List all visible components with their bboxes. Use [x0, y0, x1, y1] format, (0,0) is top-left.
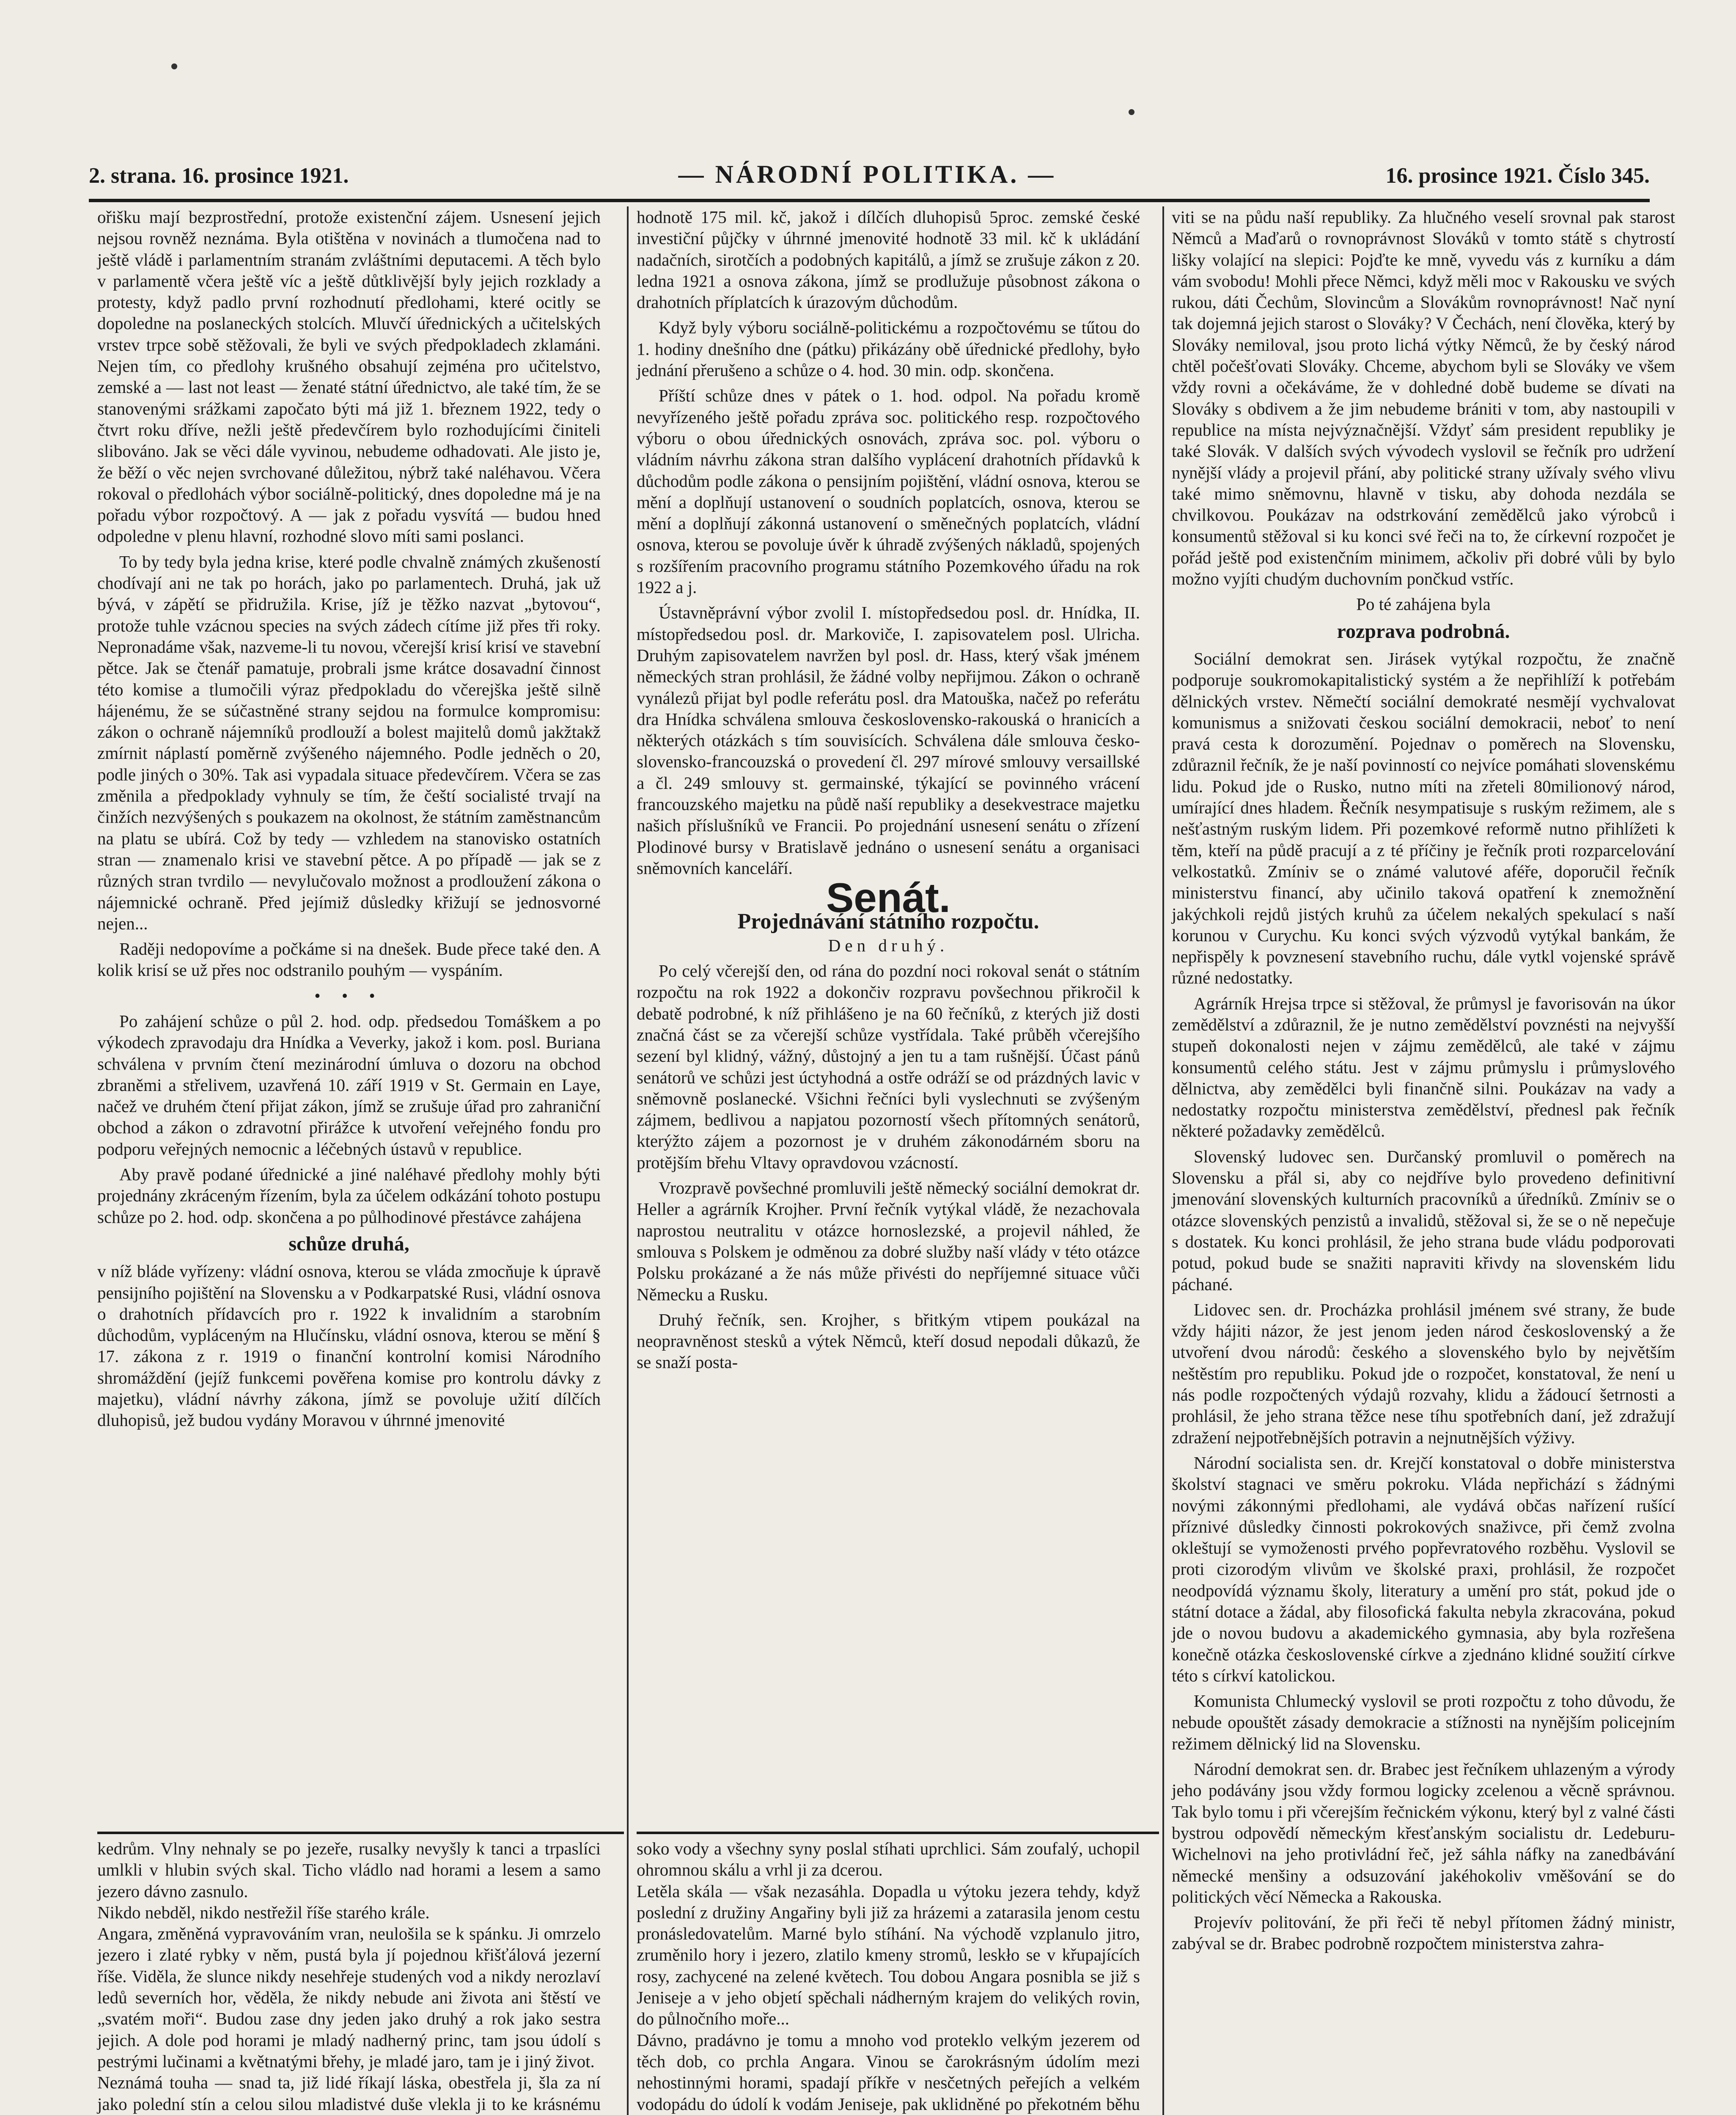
- col1-paragraph: v níž bláde vyřízeny: vládní osnova, kterou se vláda zmocňuje k úpravě pensijního pojištění na Slovensku a v Podkarpatské Rusi, vládní osnova o drahotních přídavcích pro r. 1922 k invalidním a starobním důchodům, vypláceným na Hlučínsku, vládní osnova, kterou se mění § 17. zákona z r. 1919 o finanční kontrolní komisi Národního shromáždění (jejíž funkcemi pověřena komise pro kontrolu dávky z majetku), vládní návrhy zákona, jímž se povoluje užití dílčích dluhopisů, jež budou vydány Moravou v úhrnné jmenovité: [97, 1261, 601, 1430]
- masthead: [89, 160, 1650, 198]
- col3-paragraph: Po té zahájena byla: [1356, 594, 1491, 614]
- col3-paragraph: Sociální demokrat sen. Jirásek vytýkal rozpočtu, že značně podporuje soukromokapitalistický systém a že nepřihlíží k potřebám dělnických vrstev. Němečtí sociální demokraté nesmějí vychvalovat komunismus a snižovati českou sociální demokracii, neboť to není pravá cesta k dorozumění. Pojednav o poměrech na Slovensku, zdůraznil řečník, že je naší povinností co nejvíce pomáhati slovenskému lidu. Pokud jde o Rusko, nutno míti na zřeteli 80milionový národ, umírající dnes hladem. Řečník nesympatisuje s ruským režimem, ale s nešťastným ruským lidem. Při pozemkové reformě nutno přihlížeti k těm, kteří na půdě pracují a z té příčiny je řečník proti rozparcelování velkostatků. Zmíniv se o známé valutové aféře, doporučil řečník ministerstvu financí, aby učinilo taková opatření k znemožnění jakýchkoli rejdů jistých kruhů za účelem nekalých spekulací s naší korunou v Curychu. Ku konci svých výzvodů vytýkal bankám, že nepřispěly k povznesení stavebního ruchu, dále vytkl vojenské správě různé nedostatky.: [1172, 648, 1675, 988]
- col2-paragraph: Vrozpravě povšechné promluvili ještě německý sociální demokrat dr. Heller a agrárník Krojher. První řečník vytýkal vládě, že nezachovala naprostou neutralitu v otázce hornoslezské, a projevil náhled, že smlouva s Polskem je odměnou za dobré služby naší vlády v této otázce Polsku prokázané a že nás může přivésti do nepříjemné situace vůči Německu a Rusku.: [637, 1178, 1140, 1304]
- col2-paragraph: Když byly výboru sociálně-politickému a rozpočtovému se tűtou do 1. hodiny dnešního dne (pátku) přikázány obě úřednické předlohy, było jednání přerušeno a schůze o 4. hod. 30 min. odp. skončena.: [637, 318, 1140, 380]
- col1-paragraph: Aby pravě podané úřednické a jiné naléhavé předlohy mohly býti projednány zkráceným řízením, byla za účelem odkázání tohoto postupu schůze po 2. hod. odp. skončena a po půlhodinové přestávce zahájena: [97, 1165, 601, 1227]
- section-separator: • • •: [314, 986, 384, 1005]
- feuilleton-column-2: [637, 1838, 1140, 2115]
- col3-paragraph: Komunista Chlumecký vyslovil se proti rozpočtu z toho důvodu, že nebude opouštět zásady demokracie a stížnosti na nynějším policejním režimem dělnický lid na Slovensku.: [1172, 1691, 1675, 1753]
- feuilleton-text: soko vody a všechny syny poslal stíhati uprchlici. Sám zoufalý, uchopil ohromnou skálu a vrhl ji za dcerou. Letěla skála — však nezasáhla. Dopadla u výtoku jezera tehdy, když poslední z družiny Angařiny byli již za hrázemi a zatarasila jenom cestu pronásledovatelům. Marné bylo stíhání. Na východě vzplanulo jitro, zruměnilo hory i jezero, zlatilo kmeny stromů, leskło se v křupajících rosy, zachycené na zelené květech. Tou dobou Angara posnibla se již s Jeniseje a v jeho objetí spěchali nádherným krajem do velikých rovin, do půlnočního moře... Dávno, pradávno je tomu a mnoho vod proteklo velkým jezerem od těch dob, co prchla Angara. Vinou se čarokrásným údolím mezi nehostinnými horami, spadají příkře v nesčetných peřejích a velkém vodopádu do údolí k vodám Jeniseje, pak uklidněné po překotném běhu: [637, 1839, 1140, 2114]
- col2-paragraph: Ústavněprávní výbor zvolil I. místopředsedou posl. dr. Hnídka, II. místopředsedou posl. dr. Markoviče, I. zapisovatelem posl. Ulricha. Druhým zapisovatelem navržen byl posl. dr. Hass, který však jménem německých stran prohlásil, že žádné volby nepřijmou. Zákon o ochraně vynálezů přijat byl podle referátu posl. dra Matouška, načež po referátu dra Hnídka schválena smlouva československo-rakouská o hranicích a některých otázkách s tím souvisících. Schválena dále smlouva česko-slovensko-francouzská o provedení čl. 297 mírové smlouvy versaillské a čl. 249 smlouvy st. germainské, týkající se povinného vrácení francouzského majetku na půdě naší republiky a desekvestrace majetku našich příslušníků ve Francii. Po projednání usnesení senátu o zřízení Plodinové bursy v Bratislavě jednáno o usnesení senátu a organisaci sněmovních kanceláří.: [637, 603, 1140, 878]
- print-speck: [1129, 109, 1134, 115]
- masthead-left: 2. strana. 16. prosince 1921.: [89, 164, 349, 188]
- col3-paragraph: Slovenský ludovec sen. Durčanský promluvil o poměrech na Slovensku a přál si, aby co nejdříve bylo provedeno definitivní jmenování slovenských kulturních pracovníků a úředníků. Zmíniv se o otázce slovenských penzistů a invalidů, stěžoval si, že se o ně nepečuje s dostatek. Ku konci prohlásil, že jeho strana bude vládu podporovati potud, pokud bude se snažiti napraviti křivdy na slovenském lidu páchané.: [1172, 1146, 1675, 1294]
- col3-paragraph: Agrárník Hrejsa trpce si stěžoval, že průmysl je favorisován na úkor zemědělství a zdůraznil, že je nutno zemědělství povznésti na nejvyšší stupeň dokonalosti nejen v zájmu zemědělců, ale také v zájmu konsumentů celého státu. Jest v zájmu průmyslu i průmyslového dělnictva, aby zemědělci byli finančně silni. Poukázav na vady a nedostatky rozpočtu ministerstva zemědělství, přednesl pak řečník některé požadavky zemědělců.: [1172, 993, 1675, 1141]
- feuilleton-column-1: [97, 1838, 601, 2115]
- masthead-rule: [89, 199, 1650, 202]
- column-2: [637, 206, 1140, 1827]
- col1-paragraph: Raději nedopovíme a počkáme si na dnešek. Bude přece také den. A kolik krisí se už přes noc odstranilo pouhým — vyspáním.: [97, 939, 601, 980]
- column-divider-2: [1162, 206, 1164, 2115]
- feuilleton-text: kedrům. Vlny nehnaly se po jezeře, rusalky nevyšly k tanci a trpaslíci umlkli v hlubin svých skal. Ticho vládlo nad horami a lesem a samo jezero dávno zasnulo. Nikdo nebděl, nikdo nestřežil říše starého krále. Angara, změněná vypravováním vran, neulošila se k spánku. Ji omrzelo jezero i zlaté rybky v něm, pustá byla jí pojednou křišťálová jezerní říše. Viděla, že slunce nikdy nesehřeje studených vod a nikdy nerozlaví ledů severních hor, věděla, že nikdy nebude ani života ani štěstí ve „svatém moři“. Budou zase dny jeden jako druhý a rok jako sestra jejich. A dole pod horami je mladý nadherný princ, tam jsou údolí s pestrými lučinami a květnatými břehy, je mladé jaro, tam je i jiný život. Neznámá touha — snad ta, již lidé říkají láska, obestřela ji, šla za ní jako polední stín a celou silou mladistvé duše vlekla ji to ke krásnému: [97, 1839, 601, 2114]
- feuilleton-rule-right: [637, 1832, 1159, 1834]
- col1-paragraph: Po zahájení schůze o půl 2. hod. odp. předsedou Tomáškem a po výkodech zpravodaju dra Hnídka a Veverky, jakož i kom. posl. Buriana schválena v prvním čtení mezinárodní úmluva o dozoru na obchod zbraněmi a střelivem, uzavřená 10. září 1919 v St. Germain en Laye, načež ve druhém čtení přijat zákon, jímž se zrušuje úřad pro zahraniční obchod a zákon o zdravotní přirážce k utvoření veřejného fondu pro podporu veřejných nemocnic a léčebných ústavů v republice.: [97, 1011, 601, 1159]
- col2-paragraph: Příští schůze dnes v pátek o 1. hod. odpol. Na pořadu kromě nevyřízeného ještě pořadu zpráva soc. politického resp. rozpočtového výboru o obou úřednických osnovách, zpráva soc. pol. výboru o vládním návrhu zákona stran dalšího vyplácení drahotních přídavků k důchodům podle zákona o pensijním pojištění, vládní osnova, kterou se mění a doplňují ustanovení o soudních poplatcích, osnova, kterou se mění a doplňují zákonná ustanovení o směnečných poplatcích, vládní osnova, kterou se povoluje úvěr k úhradě zvýšených nákladů, spojených s rozšířením pracovního programu státního Pozemkového úřadu na rok 1922 a j.: [637, 386, 1140, 597]
- masthead-right: 16. prosince 1921. Číslo 345.: [1385, 164, 1650, 188]
- col3-paragraph: Národní demokrat sen. dr. Brabec jest řečníkem uhlazeným a výrody jeho podávány jsou vždy formou logicky zcelenou a věcně správnou. Tak bylo tomu i při včerejším řečnickém výkonu, který byl z valné části bystrou odpovědí německým křesťanským socialistu dr. Ledeburu-Wichelnovi na jeho protivládní řeč, jež sáhla náfky na zanedbávání německé menšiny a odsuzování jakéhokoliv vměšování se do politických věcí Německa a Rakouska.: [1172, 1759, 1675, 1906]
- senate-day-label: Den druhý.: [828, 935, 949, 955]
- section-heading: rozprava podrobná.: [1337, 620, 1510, 643]
- senate-subheading: Projednávání státního rozpočtu.: [737, 909, 1039, 934]
- col3-paragraph: Národní socialista sen. dr. Krejčí konstatoval o dobře ministerstva školství stagnaci ve směru pokroku. Vláda nepřichází s žádnými novými zákonnými předlohami, ale vydává občas nařízení rušící příznivé důsledky činnosti pokrokových snaživce, při čemž zvolna okleštují se vymoženosti prvého popřevratového rozběhu. Vyslovil se proti cizorodým vlivům ve školské praxi, prohlásil, že rozpočet neodpovídá významu školy, literatury a umění pro stát, pokud jde o státní dotace a žádal, aby filosofická fakulta nebyla zkracována, pokud jde o novou budovu a akademického gymnasia, aby byla rozřešena konečně otázka československé církve a zjednáno klidné soužití církve této s církví katolickou.: [1172, 1453, 1675, 1685]
- column-1: [97, 206, 601, 1827]
- col3-paragraph: Lidovec sen. dr. Procházka prohlásil jménem své strany, že bude vždy hájiti názor, že jest jenom jeden národ československý a že utvoření dvou národů: českého a slovenského bylo by největším neštěstím pro republiku. Pokud jde o rozpočet, konstatoval, že není u nás podle rozpočtených výdajů rozvahy, klidu a žádoucí šetrnosti a prohlásil, že jeho strana těžce nese tíhu spotřebních daní, jež zdražují zdražení nejpotřebnějších potravin a nejnutnějších výživy.: [1172, 1299, 1675, 1447]
- col1-paragraph: To by tedy byla jedna krise, které podle chvalně známých zkušeností chodívají ani ne tak po horách, jako po parlamentech. Druhá, jak už bývá, v zápětí se přidružila. Krise, jíž je těžko nazvat „bytovou“, protože tuhle vzácnou species na svých zádech cítíme již přes tři roky. Nepronadáme však, nazveme-li tu novou, včerejší krisí krisí ve stavební pětce. Jak se čtenář pamatuje, probrali jsme krátce dosavadní činnost této komise a tlumočili výraz předpokladu do včerejška ještě silně hájenému, že se súčastněné strany sejdou na formulce kompromisu: zákon o ochraně nájemníků prodlouží a bolest majitelů domů jakžtakž zmírnit náplastí poměrně zvýšeného nájemného. Podle jedněch o 20, podle jiných o 30%. Tak asi vypadala situace předevčírem. Včera se zas změnila a předpoklady vyhnuly se tím, že čeští socialisté trvají na činžích nezvýšených s poukazem na okolnost, že státním zaměstnancům na platu se ubírá. Což by tedy — vzhledem na stanovisko ostatních stran — znamenalo krisi ve stavební pětce. A po případě — jak se z různých stran tvrdilo — nevylučovalo možnost a prodloužení zákona o nájemnické ochraně. Před jejímiž důsledky křižují se jednosvorné nejen...: [97, 552, 601, 933]
- col2-paragraph: hodnotě 175 mil. kč, jakož i dílčích dluhopisů 5proc. zemské české investiční půjčky v úhrnné jmenovité hodnotě 33 mil. kč k ukládání nadačních, sirotčích a podobných kapitálů, a jímž se zrušuje zákon z 20. ledna 1921 a osnova zákona, jímž se prodlužuje působnost zákona o drahotních příplatcích k úrazovým důchodům.: [637, 207, 1140, 312]
- section-heading: schůze druhá,: [288, 1232, 409, 1255]
- col3-paragraph: viti se na půdu naší republiky. Za hlučného veselí srovnal pak starost Němců a Maďarů o rovnoprávnost Slováků v tomto státě s chytrostí lišky volající na slepici: Pojďte ke mně, vyvedu vás z kurníku a dám vám svobodu! Mohli přece Němci, když měli moc v Rakousku ve svých rukou, dáti Čechům, Slovincům a Slovákům rovnoprávnost! Nač nyní tak dojemná jejich starost o Slováky? V Čechách, není člověka, který by Slováky nemiloval, jsou proto lichá výtky Němců, že by český národ chtěl počešťovati Slováky. Chceme, abychom byli se Slováky ve všem vždy rovni a očekáváme, že v dohledné době budeme se dívati na Slováky s obdivem a že jim nebudeme brániti v tom, aby nastoupili v republice na místa nejvýznačnější. Vždyť sám president republiky je také Slovák. V dalších svých vývodech vyslovil se řečník pro udržení nynější vlády a projevil přání, aby politické strany užívaly svého vlivu také mimo sněmovnu, hlavně v tisku, aby dohoda nezdála se chvilkovou. Poukázav na odstrkování zemědělců jako výrobců i konsumentů stěžoval si ku konci své řeči na to, že církevní rozpočet je pořád ještě pod existenčním minimem, ačkoliv při dobré vůli by bylo možno vyjíti chudým duchovním pončkud vstříc.: [1172, 207, 1675, 589]
- column-3: [1172, 206, 1675, 2115]
- col2-paragraph: Po celý včerejší den, od rána do pozdní noci rokoval senát o státním rozpočtu na rok 1922 a dokončiv rozpravu povšechnou přikročil k debatě podrobné, k níž přihlášeno je na 60 řečníků, z kterých již dosti značná část se za včerejší schůze vystřídala. Také průběh včerejšího sezení byl klidný, vážný, důstojný a jen tu a tam rušnější. Účast pánů senátorů ve schůzi jest úctyhodná a ostře odráží se od prázdných lavic v sněmovně poslanecké. Všichni řečníci byli vyslechnuti se zvýšeným zájmem, bedlivou a napjatou pozorností všech přítomných senátorů, kterýžto zájem a pozornost je v druhém zákonodárném sboru na protějším břehu Vltavy opravdovou vzácností.: [637, 961, 1140, 1172]
- col2-paragraph: Druhý řečník, sen. Krojher, s břitkým vtipem poukázal na neopravněnost stesků a výtek Němců, kteří dosud nepodali důkazů, že se snaží posta-: [637, 1310, 1140, 1372]
- feuilleton-rule-left: [97, 1832, 624, 1834]
- column-divider-1: [627, 206, 629, 2115]
- newspaper-title: — NÁRODNÍ POLITIKA. —: [678, 160, 1056, 188]
- col3-paragraph: Projevív politování, že při řeči tě nebyl přítomen žádný ministr, zabýval se dr. Brabec podrobně rozpočtem ministerstva zahra-: [1172, 1912, 1675, 1953]
- senate-heading: Senát.: [826, 874, 951, 921]
- col1-paragraph: ořišku mají bezprostřední, protože existenční zájem. Usnesení jejich nejsou rovněž neznáma. Byla otištěna v novinách a tlumočena nad to ještě vládě i parlamentním stranám zvláštními deputacemi. A těch bylo v parlamentě včera ještě víc a ještě důtklivější byly jejich rozklady a protesty, když padlo první rozhodnutí předlohami, které ocitly se dopoledne na poslaneckých stolcích. Mluvčí úřednických a učitelských vrstev trpce sobě stěžovali, že byli ve svých předpokladech zklamáni. Nejen tím, co předlohy krušného obsahují zejména pro učitelstvo, zemské a — last not least — ženaté státní úřednictvo, ale také tím, že se stanovenými srážkami započato býti má již 1. březnem 1922, tedy o čtvrt roku dříve, nežli ještě předevčírem bylo rozhodujícími činiteli slibováno. Jak se věci dále vyvinou, nebudeme odhadovati. Ale jisto je, že běží o věc nejen svrchované důležitou, nýbrž také naléhavou. Včera rokoval o předlohách výbor sociálně-politický, dnes dopoledne má je na pořadu výbor rozpočtový. A — jak z pořadu vysvítá — budou hned odpoledne v plenu hlavní, rozhodné slovo míti sami poslanci.: [97, 207, 601, 546]
- print-speck: [171, 63, 177, 69]
